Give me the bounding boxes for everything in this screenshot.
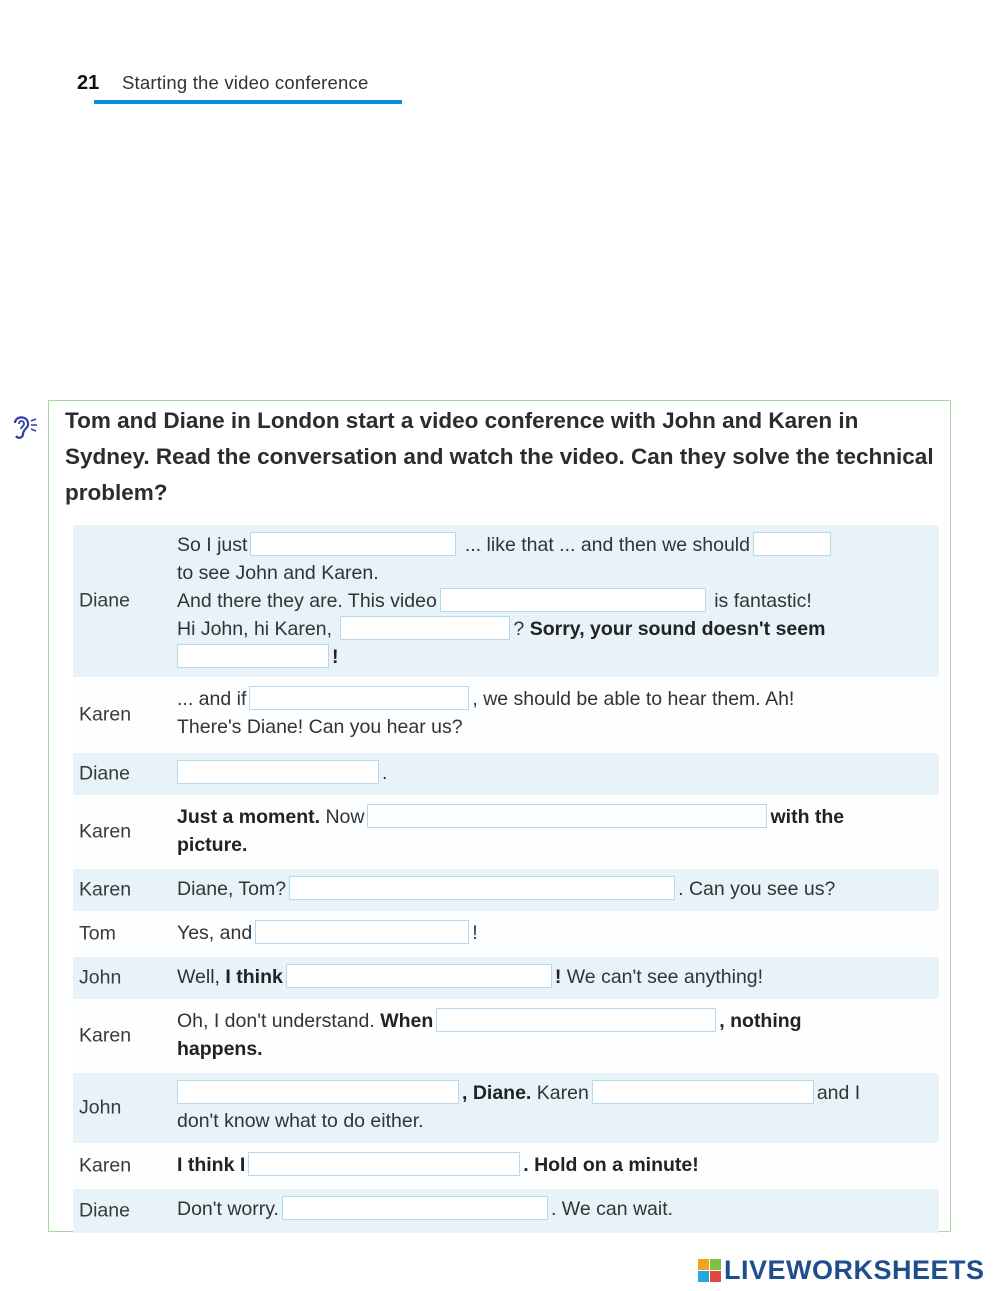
speech-text-bold: , nothing [719,1010,802,1032]
answer-field[interactable] [436,1008,716,1032]
dialogue-row [73,1145,939,1189]
speech-text: . We can wait. [550,1198,674,1220]
dialogue-row [73,797,939,869]
logo-text: LIVEWORKSHEETS [724,1254,985,1285]
speech-text: Oh, I don't understand. [177,1010,375,1032]
speaker-name: Tom [79,922,116,945]
dialogue-row [73,1073,939,1145]
dialogue-table [73,525,939,1235]
answer-field[interactable] [177,644,329,668]
speech [177,957,939,997]
dialogue-row [73,525,939,679]
dialogue-row [73,1001,939,1073]
answer-field[interactable] [289,876,675,900]
speech [177,525,939,677]
listen-ear-icon[interactable] [8,410,40,442]
unit-title: Starting the video conference [122,72,369,93]
speech [177,1073,939,1141]
speech [177,753,939,793]
speech-text-bold: When [380,1010,434,1032]
answer-field[interactable] [177,760,379,784]
speech-text: Yes, and [177,922,253,944]
speech-text: ... and if [177,688,247,710]
speaker-name: Diane [79,589,130,612]
speech-text: is fantastic! [708,590,812,612]
answer-field[interactable] [249,686,469,710]
answer-field[interactable] [255,920,469,944]
speaker-name: Karen [79,703,132,726]
speech-text-bold: . Hold on a minute! [523,1154,699,1176]
speaker-name: Karen [79,1154,132,1177]
speech-text: There's Diane! Can you hear us? [177,716,463,738]
speaker-name: Karen [79,878,132,901]
speech-text: ! [472,922,478,944]
logo-square [698,1259,709,1270]
speech-text: Karen [536,1082,589,1104]
dialogue-row [73,679,939,753]
speech-text: ? [513,618,525,640]
dialogue-row [73,957,939,1001]
logo-square [698,1271,709,1282]
speech-text-bold: ! [332,646,339,668]
speech-text-bold: ! [554,966,562,988]
speech-text-bold: , Diane. [462,1082,532,1104]
speech-text: , we should be able to hear them. Ah! [472,688,795,710]
unit-header [62,62,417,114]
speech-text: to see John and Karen. [177,562,379,584]
speaker-name: Diane [79,1199,130,1222]
speech-text: . Can you see us? [678,878,836,900]
speech [177,1001,939,1069]
exercise-panel [48,400,951,1232]
answer-field[interactable] [440,588,706,612]
answer-field[interactable] [592,1080,814,1104]
speech-text: Well, [177,966,220,988]
speech [177,679,939,747]
dialogue-row [73,869,939,913]
answer-field[interactable] [340,616,510,640]
unit-underline [94,100,402,104]
answer-field[interactable] [177,1080,459,1104]
answer-field[interactable] [286,964,552,988]
dialogue-row [73,1189,939,1235]
speech-text: . [382,762,388,784]
speech-text-bold: with the [770,806,845,828]
speech [177,1145,939,1185]
logo-square [710,1259,721,1270]
logo-mark-icon [698,1259,721,1282]
unit-number: 21 [77,72,100,94]
speech-text: Diane, Tom? [177,878,287,900]
exercise-instructions: Tom and Diane in London start a video conference with John and Karen in Sydney. Read the conversation and watch the video. Can they solve the technical problem? [65,408,934,505]
speech [177,797,939,865]
speech-text-bold: happens. [177,1038,263,1060]
speaker-name: Karen [79,820,132,843]
speech-text: Now [325,806,365,828]
speech-text-bold: Sorry, your sound doesn't seem [529,618,826,640]
speech-text-bold: I think [225,966,283,988]
speaker-name: John [79,966,122,989]
speaker-name: Diane [79,762,130,785]
speech-text: We can't see anything! [566,966,764,988]
dialogue-row [73,913,939,957]
answer-field[interactable] [282,1196,548,1220]
answer-field[interactable] [367,804,767,828]
speech-text: Don't worry. [177,1198,279,1220]
speech-text: Hi John, hi Karen, [177,618,338,640]
speech-text: and I [816,1082,861,1104]
speech-text: don't know what to do either. [177,1110,424,1132]
speech-text: So I just [177,534,248,556]
answer-field[interactable] [250,532,456,556]
speaker-name: John [79,1096,122,1119]
dialogue-row [73,753,939,797]
speaker-name: Karen [79,1024,132,1047]
liveworksheets-logo[interactable] [698,1253,985,1287]
speech-text: ... like that ... and then we should [459,534,750,556]
speech [177,913,939,953]
speech [177,1189,939,1229]
answer-field[interactable] [248,1152,520,1176]
speech-text-bold: I think I [177,1154,246,1176]
logo-square [710,1271,721,1282]
speech-text-bold: Just a moment. [177,806,321,828]
speech [177,869,939,909]
speech-text-bold: picture. [177,834,248,856]
answer-field[interactable] [753,532,831,556]
speech-text: And there they are. This video [177,590,437,612]
